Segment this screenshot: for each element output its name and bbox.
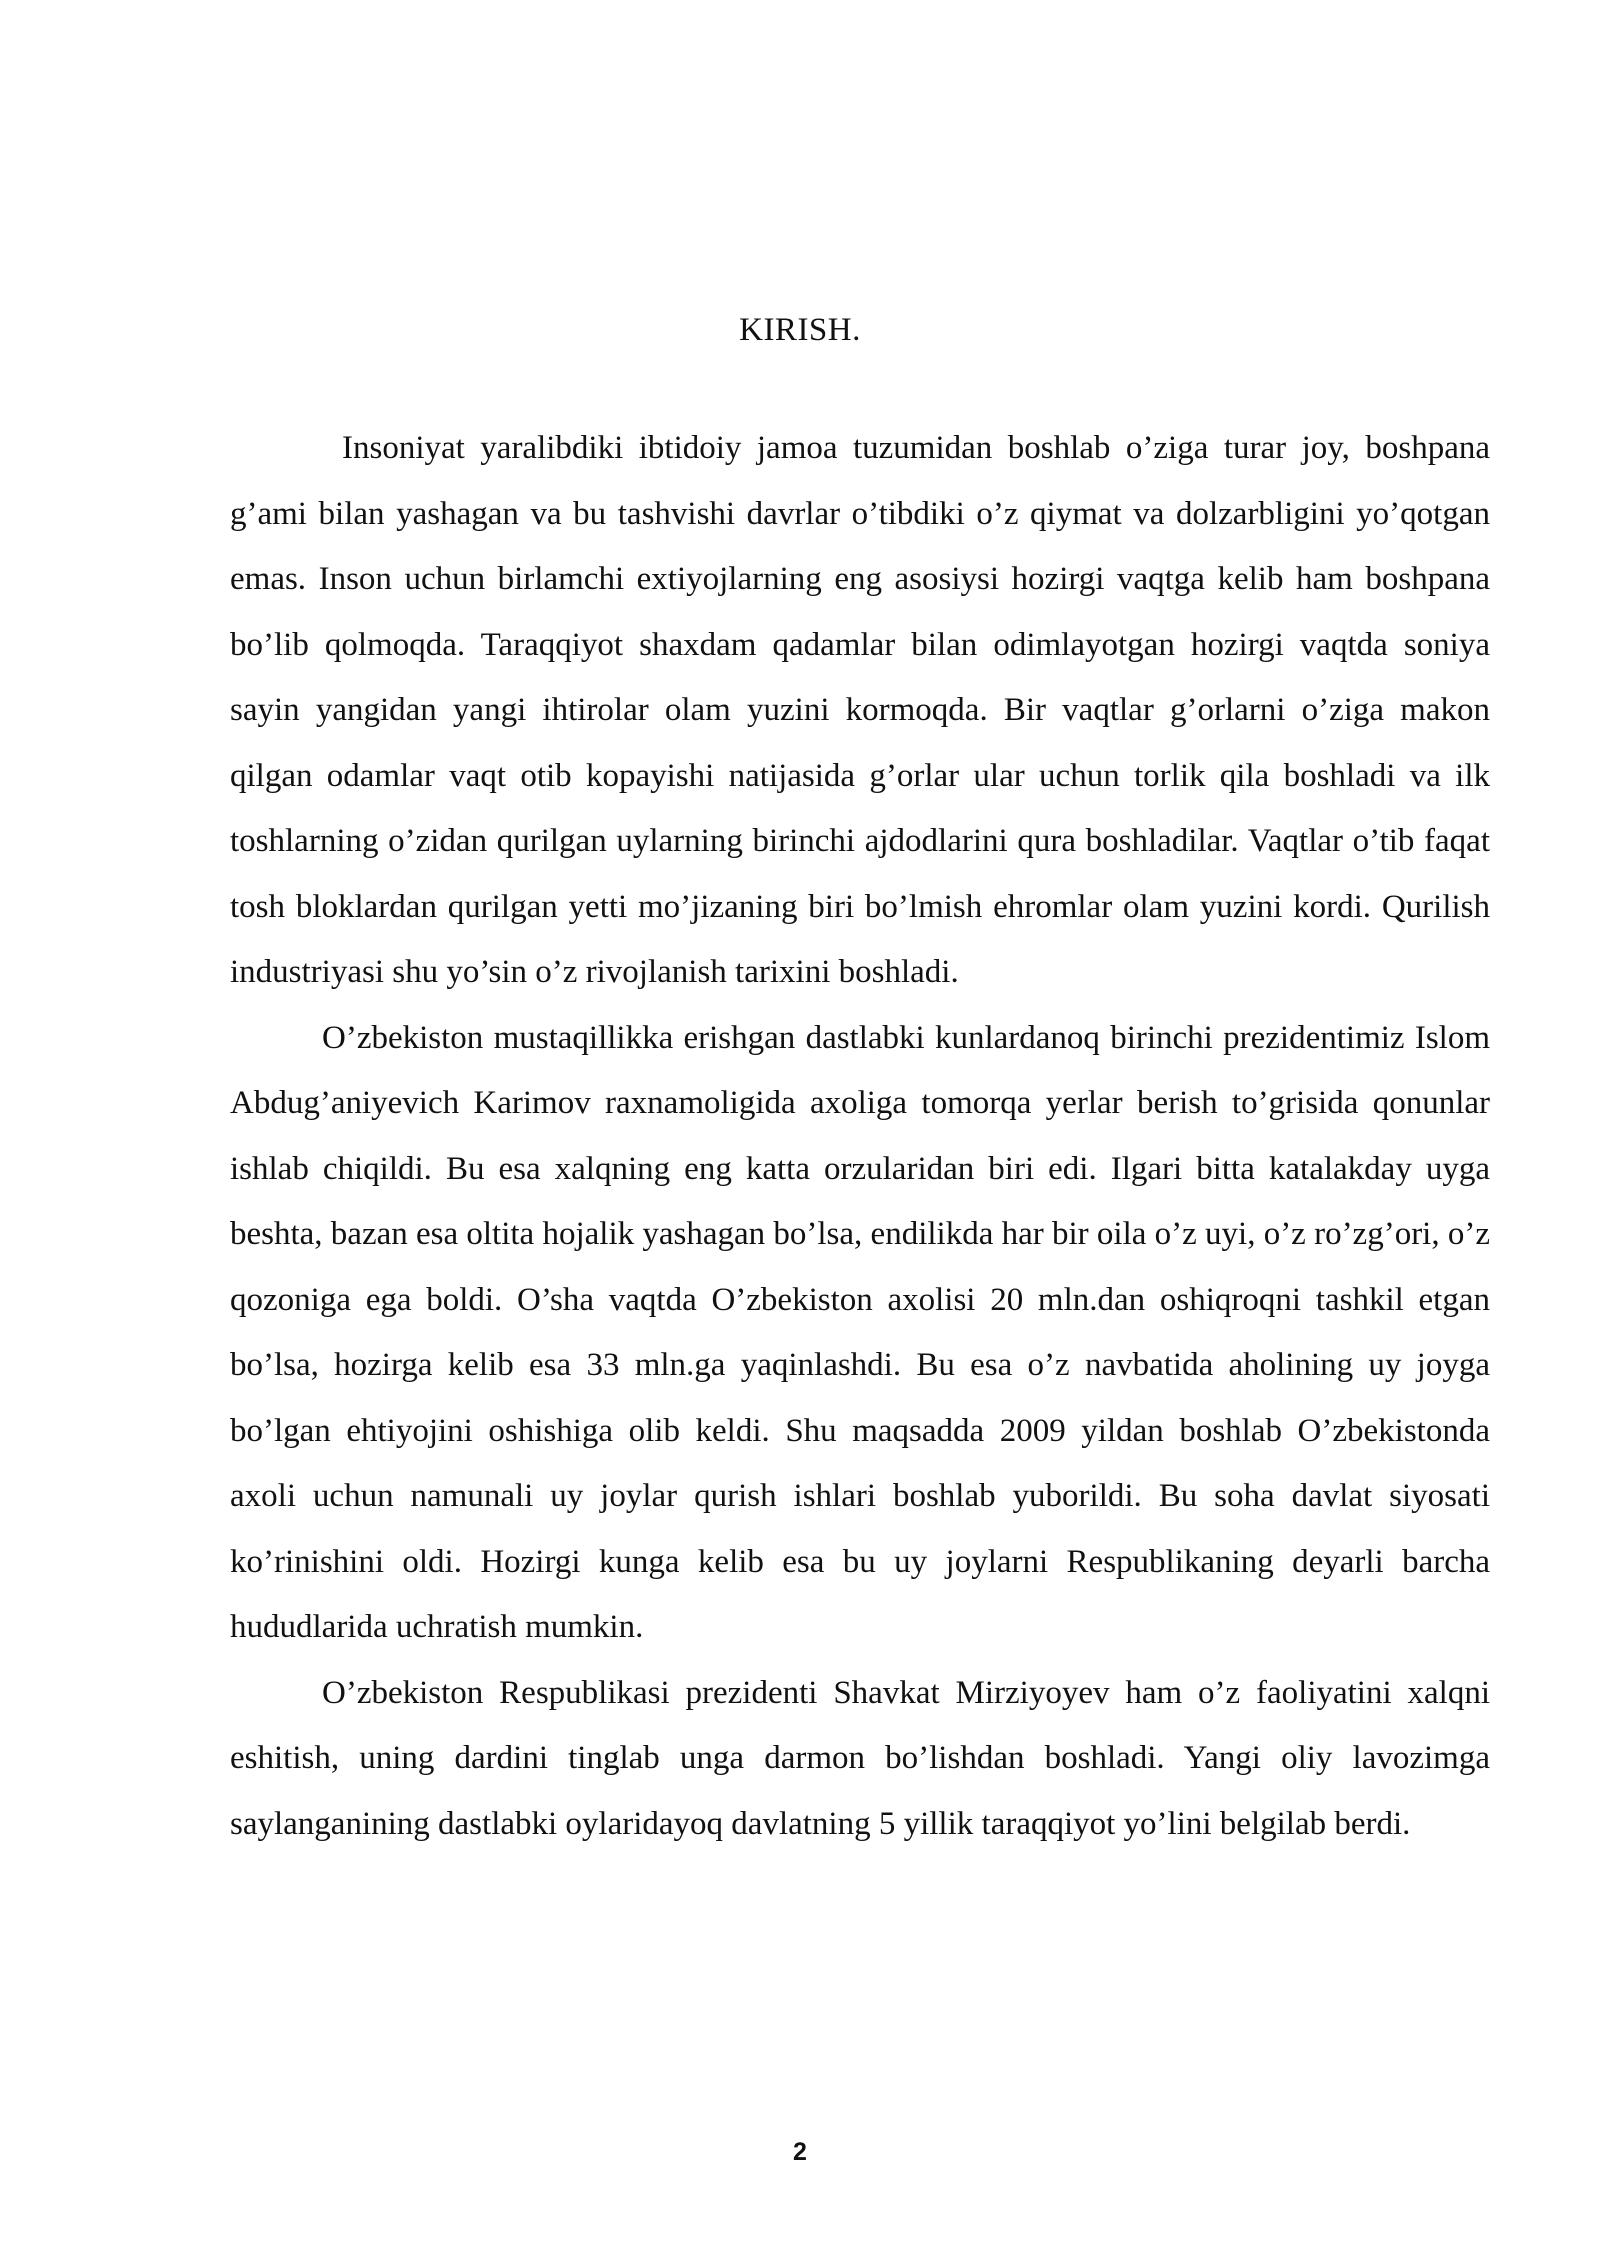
paragraph-intro: Insoniyat yaralibdiki ibtidoiy jamoa tuzumidan boshlab o’ziga turar joy, boshpana g’ami bilan yashagan va bu tashvishi davrlar o’tibdiki o’z qiymat va dolzarbligini yo’qotgan emas. Inson uchun birlamchi extiyojlarning eng asosiysi hozirgi vaqtga kelib ham boshpana bo’lib qolmoqda. Taraqqiyot shaxdam qadamlar bilan odimlayotgan hozirgi vaqtda soniya sayin yangidan yangi ihtirolar olam yuzini kormoqda. Bir vaqtlar g’orlarni o’ziga makon qilgan odamlar vaqt otib kopayishi natijasida g’orlar ular uchun torlik qila boshladi va ilk toshlarning o’zidan qurilgan uylarning birinchi ajdodlarini qura boshladilar. Vaqtlar o’tib faqat tosh bloklardan qurilgan yetti mo’jizaning biri bo’lmish ehromlar olam yuzini kordi. Qurilish industriyasi shu yo’sin o’z rivojlanish tarixini boshladi.	[230, 430, 1490, 990]
page-title: KIRISH.	[739, 312, 861, 348]
paragraph-president: O’zbekiston Respublikasi prezidenti Shavkat Mirziyoyev ham o’z faoliyatini xalqni eshitish, uning dardini tinglab unga darmon bo’lishdan boshladi. Yangi oliy lavozimga saylanganining dastlabki oylaridayoq davlatning 5 yillik taraqqiyot yo’lini belgilab berdi.	[230, 1674, 1490, 1842]
paragraph-independence: O’zbekiston mustaqillikka erishgan dastlabki kunlardanoq birinchi prezidentimiz Islom Abdug’aniyevich Karimov raxnamoligida axoliga tomorqa yerlar berish to’grisida qonunlar ishlab chiqildi. Bu esa xalqning eng katta orzularidan biri edi. Ilgari bitta katalakday uyga beshta, bazan esa oltita hojalik yashagan bo’lsa, endilikda har bir oila o’z uyi, o’z ro’zg’ori, o’z qozoniga ega boldi. O’sha vaqtda O’zbekiston axolisi 20 mln.dan oshiqroqni tashkil etgan bo’lsa, hozirga kelib esa 33 mln.ga yaqinlashdi. Bu esa o’z navbatida aholining uy joyga bo’lgan ehtiyojini oshishiga olib keldi. Shu maqsadda 2009 yildan boshlab O’zbekistonda axoli uchun namunali uy joylar qurish ishlari boshlab yuborildi. Bu soha davlat siyosati ko’rinishini oldi. Hozirgi kunga kelib esa bu uy joylarni Respublikaning deyarli barcha hududlarida uchratish mumkin.	[230, 1019, 1490, 1645]
page-number: 2	[793, 2138, 807, 2166]
document-body	[230, 416, 1490, 1857]
